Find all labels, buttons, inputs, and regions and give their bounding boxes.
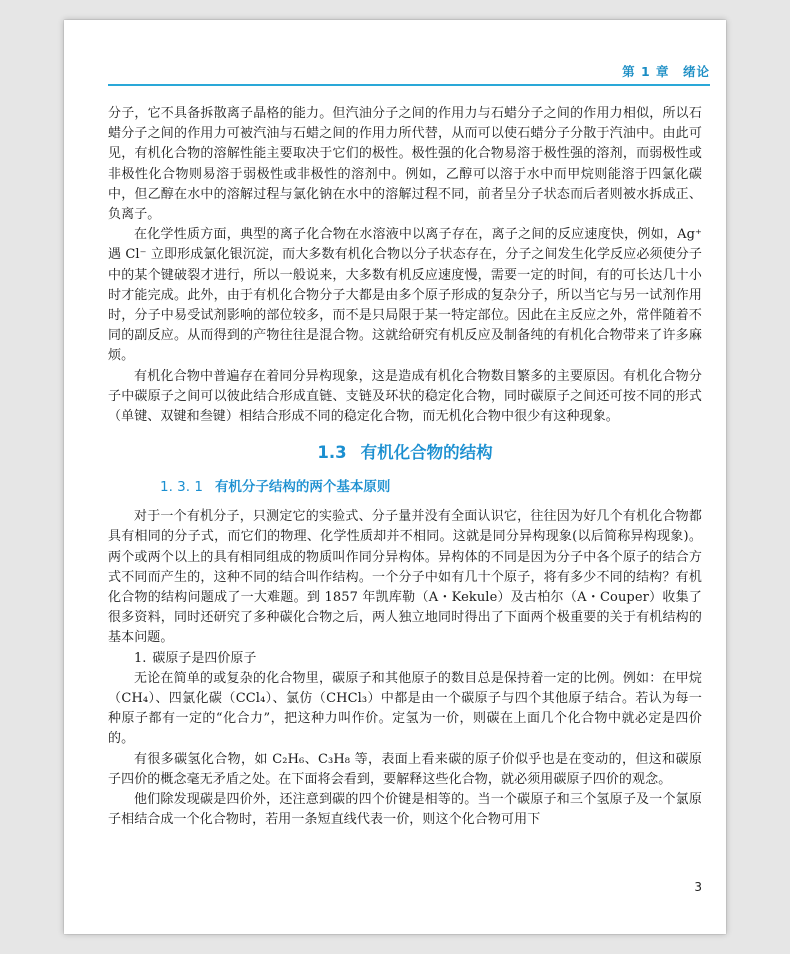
paragraph: 在化学性质方面，典型的离子化合物在水溶液中以离子存在，离子之间的反应速度快，例如，Ag⁺ 遇 Cl⁻ 立即形成氯化银沉淀，而大多数有机化合物以分子状态存在，分子之间发生化学反应必须使分子中的某个键破裂才进行，所以一般说来，大多数有机反应速度慢，需要一定的时间，有的可长达几十小时才能完成。此外，由于有机化合物分子大都是由多个原子形成的复杂分子，所以当它与另一试剂作用时，分子中易受试剂影响的部位较多，而不是只局限于某一特定部位。因此在主反应之外，常伴随着不同的副反应。从而得到的产物往往是混合物。这就给研究有机反应及制备纯的有机化合物带来了许多麻烦。 <box>108 227 702 364</box>
paragraph: 他们除发现碳是四价外，还注意到碳的四个价键是相等的。当一个碳原子和三个氢原子及一个氯原子相结合成一个化合物时，若用一条短直线代表一价，则这个化合物可用下 <box>108 792 702 828</box>
running-head <box>108 58 710 86</box>
paragraph: 对于一个有机分子，只测定它的实验式、分子量并没有全面认识它，往往因为好几个有机化合物都具有相同的分子式，而它们的物理、化学性质却并不相同。这就是同分异构现象(以后简称异构现象)。两个或两个以上的具有相同组成的物质叫作同分异构体。异构体的不同是因为分子中各个原子的结合方式不同而产生的，这种不同的结合叫作结构。一个分子中如有几十个原子，将有多少不同的结构？有机化合物的结构问题成了一大难题。到 1857 年凯库勒（A・Kekule）及古柏尔（A・Couper）收集了很多资料，同时还研究了多种碳化合物之后，两人独立地同时得出了下面两个极重要的关于有机结构的基本问题。 <box>108 509 702 646</box>
chapter-label: 第 1 章 绪论 <box>622 64 710 79</box>
page-content <box>108 104 702 831</box>
section-title: 有机化合物的结构 <box>360 443 493 463</box>
paragraph: 无论在简单的或复杂的化合物里，碳原子和其他原子的数目总是保持着一定的比例。例如：在甲烷（CH₄）、四氯化碳（CCl₄）、氯仿（CHCl₃）中都是由一个碳原子与四个其他原子结合。若认为每一种原子都有一定的“化合力”，把这种力叫作价。定氢为一价，则碳在上面几个化合物中就必定是四价的。 <box>108 670 702 747</box>
section-number: 1.3 <box>317 443 347 463</box>
paragraph: 有机化合物中普遍存在着同分异构现象，这是造成有机化合物数目繁多的主要原因。有机化合物分子中碳原子之间可以彼此结合形成直链、支链及环状的稳定化合物，同时碳原子之间还可按不同的形式（单键、双键和叁键）相结合形成不同的稳定化合物，而无机化合物中很少有这种现象。 <box>108 368 702 425</box>
subsection-heading <box>108 477 702 507</box>
item-number: 1. <box>134 650 147 666</box>
paragraph: 分子，它不具备拆散离子晶格的能力。但汽油分子之间的作用力与石蜡分子之间的作用力相似，所以石蜡分子之间的作用力可被汽油与石蜡之间的作用力所代替，从而可以使石蜡分子分散于汽油中。由此可见，有机化合物的溶解性能主要取决于它们的极性。极性强的化合物易溶于极性强的溶剂，而弱极性或非极性化合物则易溶于弱极性或非极性的溶剂中。例如，乙醇可以溶于水中而甲烷则能溶于四氯化碳中，但乙醇在水中的溶解过程与氯化钠在水中的溶解过程不同，前者呈分子状态而后者则被水拆成正、负离子。 <box>108 106 702 223</box>
subsection-title: 有机分子结构的两个基本原则 <box>214 479 391 496</box>
section-heading <box>108 427 702 477</box>
subsection-number: 1. 3. 1 <box>160 479 203 496</box>
paragraph: 有很多碳氢化合物，如 C₂H₆、C₃H₈ 等，表面上看来碳的原子价似乎也是在变动的，但这和碳原子四价的概念毫无矛盾之处。在下面将会看到，要解释这些化合物，就必须用碳原子四价的观念。 <box>108 751 702 787</box>
book-page <box>64 20 726 934</box>
page-number: 3 <box>694 880 702 894</box>
item-heading <box>108 649 702 669</box>
item-title: 碳原子是四价原子 <box>152 650 257 666</box>
